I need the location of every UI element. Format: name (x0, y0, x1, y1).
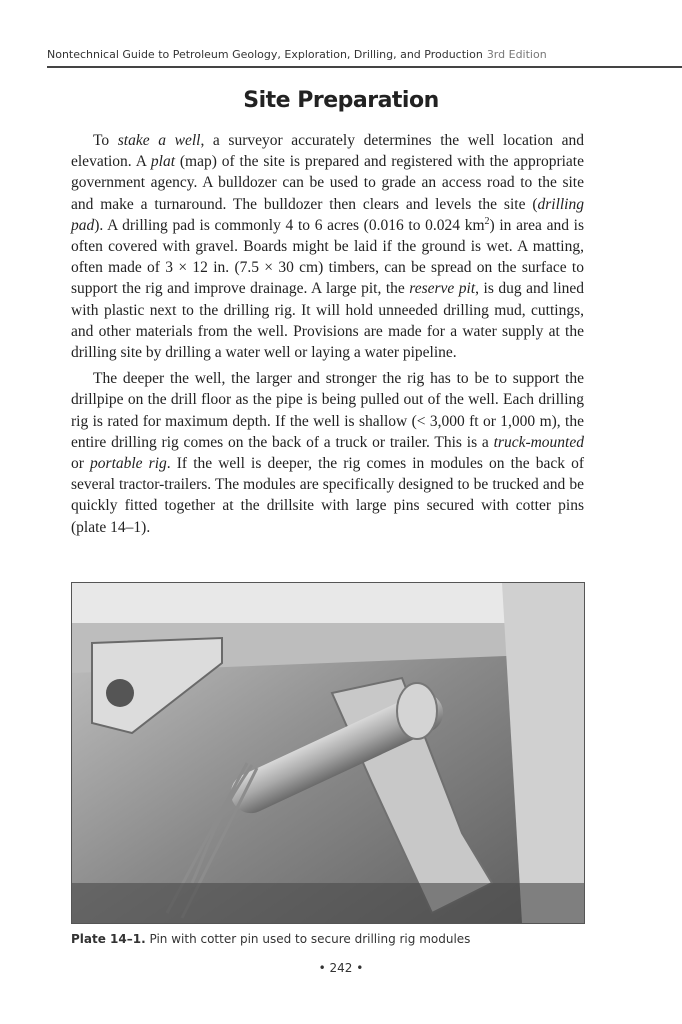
term-drilling-pad: drilling pad (71, 195, 584, 234)
pin-photo-illustration (72, 583, 584, 923)
plate-photo (71, 582, 585, 924)
running-head (47, 48, 634, 61)
figure-caption (71, 932, 611, 946)
term-truck-mounted: truck-mounted (493, 433, 584, 451)
paragraph-rig-size: The deeper the well, the larger and stronger the rig has to be to support the drillpipe on the drill floor as the pipe is being pulled out of the well. Each drilling rig is rated for maximum depth. If the well is shallow (< 3,000 ft or 1,000 m), the entire drilling rig comes on the back of a truck or trailer. This is a truck-mounted or portable rig. If the well is deeper, the rig comes in modules on the back of several tractor-trailers. The modules are specifically designed to be trucked and be quickly fitted together at the drillsite with large pins secured with cotter pins (plate 14–1). (71, 370, 584, 536)
body-text (71, 130, 584, 543)
term-stake-a-well: stake a well (117, 132, 201, 149)
edition-label: 3rd Edition (486, 48, 547, 61)
term-plat: plat (150, 153, 176, 171)
section-title: Site Preparation (243, 88, 439, 113)
term-portable-rig: portable rig (90, 455, 167, 473)
term-reserve-pit: reserve pit (409, 280, 476, 298)
paragraph-site-preparation: To stake a well, a surveyor accurately determines the well location and elevation. A plat (map) of the site is prepared and registered with the appropriate government agency. A bulldozer can be used to grade an access road to the site and make a turnaround. The bulldozer then clears and levels the site (drilling pad). A drilling pad is commonly 4 to 6 acres (0.016 to 0.024 $km^2$) in area and is often covered with gravel. Boards might be laid if the ground is wet. A matting, often made of 3 × 12 in. (7.5 × 30 cm) timbers, can be spread on the surface to support the rig and improve drainage. A large pit, the reserve pit, is dug and lined with plastic next to the drilling rig. It will hold unneeded drilling mud, cuttings, and other materials from the well. Provisions are made for a water supply at the drilling site by drilling a water well or laying a water pipeline. (71, 132, 584, 362)
page-number: • 242 • (318, 961, 364, 975)
running-title: Nontechnical Guide to Petroleum Geology, Exploration, Drilling, and Production (47, 48, 483, 61)
header-rule (47, 66, 682, 68)
superscript: 2 (484, 215, 490, 227)
plate-label: Plate 14–1. (71, 932, 146, 946)
caption-text: Pin with cotter pin used to secure drilling rig modules (145, 932, 471, 946)
